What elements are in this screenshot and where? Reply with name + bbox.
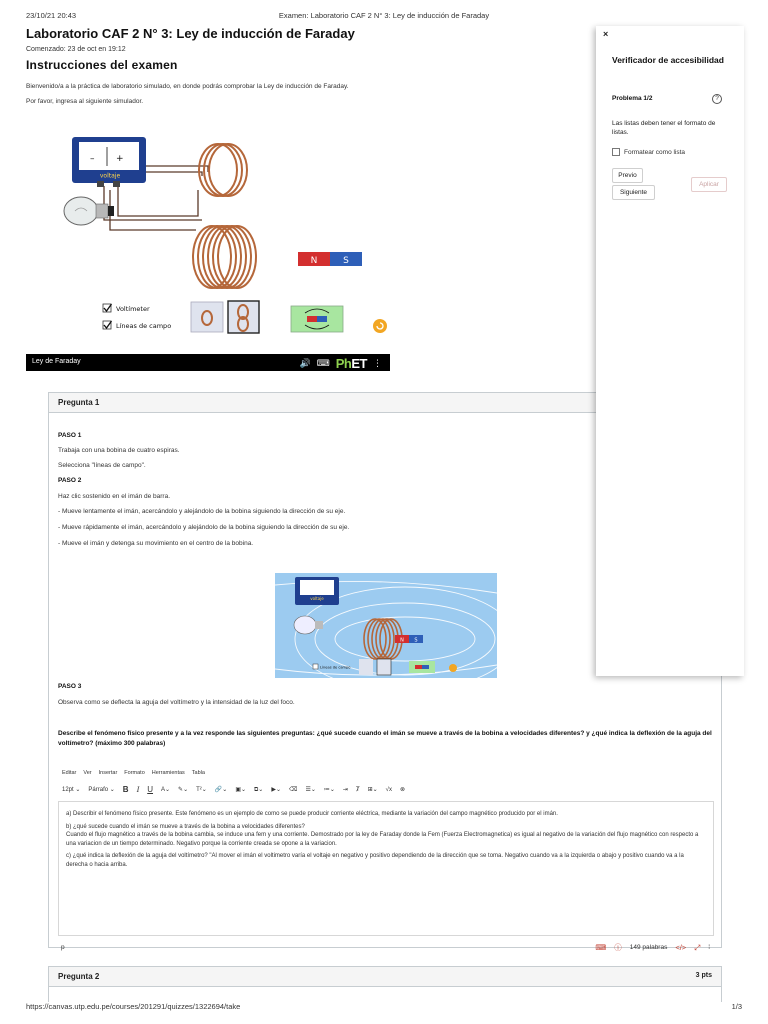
menu-ver[interactable]: Ver	[83, 770, 92, 776]
embed-icon[interactable]: ▶⌄	[271, 787, 281, 793]
problem-message: Las listas deben tener el formato de listas.	[612, 120, 716, 136]
voltmeter-label: voltaje	[99, 172, 121, 180]
step1-a: Trabaja con una bobina de cuatro espiras.	[58, 447, 180, 454]
image-icon[interactable]: ▣⌄	[235, 787, 247, 793]
figure-n-label: N	[400, 637, 404, 644]
panel-title: Verificador de accesibilidad	[612, 55, 724, 65]
text-color-icon[interactable]: A⌄	[161, 787, 171, 793]
close-icon[interactable]: ×	[603, 29, 609, 39]
speaker-icon[interactable]: 🔊	[299, 358, 311, 368]
format-as-list-checkbox[interactable]	[612, 148, 685, 156]
print-page-title: Examen: Laboratorio CAF 2 N° 3: Ley de inducción de Faraday	[278, 11, 490, 20]
align-icon[interactable]: ☰⌄	[305, 787, 316, 793]
math-icon[interactable]: √x	[385, 786, 392, 793]
print-footer	[0, 1002, 768, 1014]
field-lines-figure	[275, 573, 497, 678]
print-url: https://canvas.utp.edu.pe/courses/201291/quizzes/1322694/take	[26, 1002, 241, 1011]
svg-text:–: –	[90, 154, 95, 164]
faraday-simulator[interactable]	[26, 120, 390, 352]
svg-text:+: +	[116, 154, 124, 164]
statusbar-controls	[595, 942, 710, 953]
field-lines-checkbox[interactable]	[103, 321, 171, 330]
embed-link-icon[interactable]: ⊗	[399, 787, 405, 793]
small-coil[interactable]	[199, 144, 247, 196]
step2-title: PASO 2	[58, 477, 82, 484]
magnet-north-label: N	[310, 256, 318, 266]
bold-button[interactable]: B	[122, 785, 129, 794]
help-icon[interactable]: ?	[712, 94, 722, 104]
question-2-title: Pregunta 2	[58, 972, 100, 981]
bar-magnet[interactable]	[298, 252, 362, 266]
expand-icon[interactable]: ⤢	[694, 942, 701, 952]
table-icon[interactable]: ⊞⌄	[367, 787, 378, 793]
editor-menubar	[62, 770, 205, 776]
menu-insertar[interactable]: Insertar	[98, 770, 118, 776]
apply-button[interactable]: Aplicar	[691, 177, 727, 192]
exam-title: Laboratorio CAF 2 N° 3: Ley de inducción de Faraday	[26, 26, 355, 41]
question-2-header	[49, 967, 721, 987]
step2-a: Haz clic sostenido en el imán de barra.	[58, 493, 171, 500]
magnet-south-label: S	[343, 256, 349, 266]
menu-tabla[interactable]: Tabla	[191, 770, 205, 776]
question-2	[48, 966, 722, 1002]
checkbox-box[interactable]	[612, 148, 620, 156]
html-editor-icon[interactable]: </>	[675, 943, 687, 952]
format-as-list-label: Formatear como lista	[624, 148, 686, 156]
step1-b: Selecciona "líneas de campo".	[58, 462, 146, 469]
figure-checkbox-label: Líneas de campo	[320, 665, 351, 670]
underline-button[interactable]: U	[147, 785, 154, 794]
figure-voltage-label: voltaje	[310, 596, 324, 601]
instructions-title: Instrucciones del examen	[26, 58, 178, 72]
step2-b: - Mueve lentamente el imán, acercándolo y alejándolo de la bobina siguiendo la dirección de su eje.	[58, 508, 346, 515]
voltmeter[interactable]	[72, 137, 146, 187]
menu-formato[interactable]: Formato	[124, 770, 145, 776]
instructions-enter: Por favor, ingresa al siguiente simulador.	[26, 98, 144, 105]
answer-c: c) ¿qué indica la deflexión de la aguja del voltímetro? "Al mover el imán el voltimetro varía el voltaje en negativo y positivo dependiendo de la dirección que se toma. Negativo cuando va a la izquierda o abajo y positivo cuando va a la derecha o hacia arriba.	[66, 853, 684, 868]
print-header	[0, 11, 768, 23]
answer-editor[interactable]	[58, 801, 714, 936]
menu-herramientas[interactable]: Herramientas	[151, 770, 185, 776]
editor-toolbar	[62, 785, 405, 794]
figure-s-label: S	[414, 637, 418, 644]
previous-button[interactable]: Previo	[612, 168, 643, 183]
list-icon[interactable]: ≔⌄	[323, 787, 335, 793]
question-1-prompt: Describe el fenómeno físico presente y a la vez responde las siguientes preguntas: ¿qué sucede cuando el imán se mueve a través de la bobina a velocidades diferentes? y ¿qué indica la deflexión de la aguja del voltímetro? (máximo 300 palabras)	[58, 730, 712, 747]
kebab-menu-icon[interactable]: ⋮	[373, 358, 382, 368]
exam-started: Comenzado: 23 de oct en 19:12	[26, 46, 126, 53]
step2-c: - Mueve rápidamente el imán, acercándolo y alejándolo de la bobina siguiendo la dirección de su eje.	[58, 524, 350, 531]
remove-format-icon[interactable]: Ⱦ	[355, 786, 360, 793]
voltmeter-checkbox-label: Voltímeter	[116, 305, 150, 313]
voltmeter-checkbox[interactable]	[103, 304, 150, 313]
simulator-controls	[300, 356, 382, 371]
element-path: p	[61, 944, 65, 951]
problem-counter: Problema 1/2	[612, 95, 653, 102]
media-icon[interactable]: ⧉⌄	[254, 786, 264, 793]
paragraph-select[interactable]: Párrafo ⌄	[88, 787, 115, 793]
coil-selector-one[interactable]	[191, 302, 223, 332]
print-date: 23/10/21 20:43	[26, 11, 77, 20]
step2-d: - Mueve el imán y detenga su movimiento en el centro de la bobina.	[58, 540, 254, 547]
font-size-select[interactable]: 12pt ⌄	[62, 787, 81, 793]
step1-title: PASO 1	[58, 432, 82, 439]
step3-title: PASO 3	[58, 683, 82, 690]
large-coil[interactable]	[193, 226, 256, 288]
accessibility-checker-panel	[596, 26, 744, 676]
editor-statusbar	[58, 942, 714, 954]
resize-grip-icon[interactable]: ⁞	[708, 944, 710, 951]
reset-icon[interactable]	[373, 319, 387, 333]
link-icon[interactable]: 🔗⌄	[214, 787, 228, 793]
coil-selector-two[interactable]	[228, 301, 259, 333]
simulator-name: Ley de Faraday	[32, 358, 81, 365]
print-page-number: 1/3	[731, 1002, 742, 1011]
keyboard-icon[interactable]: ⌨	[316, 358, 330, 368]
next-button[interactable]: Siguiente	[612, 185, 655, 200]
word-count: 149 palabras	[629, 944, 668, 951]
indent-icon[interactable]: ⇥	[342, 787, 348, 793]
instructions-intro: Bienvenido/a a la práctica de laboratorio simulado, en donde podrás comprobar la Ley de inducción de Faraday.	[26, 83, 349, 90]
italic-button[interactable]: I	[136, 785, 140, 794]
field-lines-checkbox-label: Líneas de campo	[116, 322, 172, 330]
superscript-icon[interactable]: T²⌄	[196, 787, 207, 793]
simulator-navbar	[26, 354, 390, 371]
menu-editar[interactable]: Editar	[62, 770, 77, 776]
phet-logo[interactable]: PhET	[335, 356, 367, 371]
question-1-title: Pregunta 1	[49, 393, 721, 413]
step3-a: Observa como se deflecta la aguja del voltímetro y la intensidad de la luz del foco.	[58, 699, 295, 706]
answer-b: Cuando el flujo magnético a través de la bobina cambia, se induce una fem y una corriente. Demostrado por la ley de Faraday donde la Fem (Fuerza Electromagnetica) es igual al negativo de la variación del flujo magnético con respecto a una variacion de un tiempo determinado. Negativo porque la corriente creada se opone a la variacion.	[66, 832, 699, 847]
flip-magnet-button[interactable]	[291, 306, 343, 332]
question-2-points: 3 pts	[695, 972, 712, 979]
highlight-icon[interactable]: ✎⌄	[178, 787, 189, 793]
accessibility-icon[interactable]: ⓘ	[614, 943, 622, 952]
answer-a: a) Describir el fenómeno físico presente. Este fenómeno es un ejemplo de como se puede producir corriente eléctrica, mediante la variación del campo magnético producido por el imán.	[66, 811, 558, 817]
light-bulb	[64, 197, 114, 225]
clear-format-icon[interactable]: ⌫	[288, 787, 298, 793]
answer-b-question: b) ¿qué sucede cuando el imán se mueve a través de la bobina a velocidades diferentes?	[66, 823, 305, 830]
keyboard-shortcuts-icon[interactable]: ⌨	[595, 943, 607, 952]
